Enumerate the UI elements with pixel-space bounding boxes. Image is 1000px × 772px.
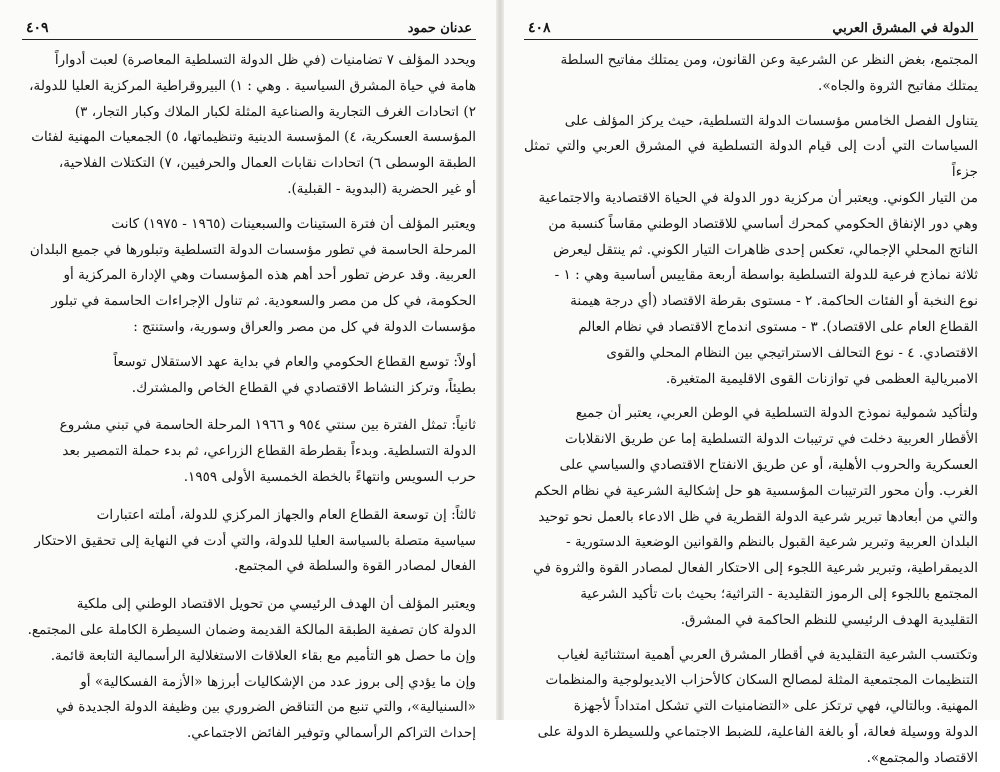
paragraph: ويحدد المؤلف ٧ تضامنيات (في ظل الدولة التسلطية المعاصرة) لعبت أدواراً هامة في حياة المشرق السياسية . وهي : ١) البيروقراطية المركزية العليا للدولة، ٢) اتحادات الغرف التجارية والصناعية المثلة لكبار الملاك وكبار التجار، ٣) المؤسسة العسكرية، ٤) المؤسسة الدينية وتنظيماتها، ٥) الجمعيات المهنية لفئات الطبقة الوسطى ٦) اتحادات نقابات العمال والحرفيين، ٧) التكتلات الفلاحية، أو غير الحضرية (البدوية - القبلية). (29, 52, 476, 197)
paragraph: ويعتبر المؤلف أن الهدف الرئيسي من تحويل الاقتصاد الوطني إلى ملكية الدولة كان تصفية الطبقة المالكة القديمة وضمان السيطرة الكاملة على المجتمع. وإن ما حصل هو التأميم مع بقاء العلاقات الاستغلالية الرأسمالية التابعة قائمة. وإن ما يؤدي إلى بروز عدد من الإشكاليات أبرزها «الأزمة الفسكالية» أو «السنيالية»، والتي تنبع من التناقض الضروري بين وظيفة الدولة الجديدة في إحداث التراكم الرأسمالي وتوفير الفائض الاجتماعي. (27, 596, 476, 742)
running-author: عدنان حمود (407, 21, 472, 36)
page-header (22, 14, 476, 40)
page-body (524, 48, 978, 772)
running-title: الدولة في المشرق العربي (832, 21, 974, 36)
page-number: ٤٠٩ (26, 20, 49, 36)
book-gutter (496, 0, 504, 720)
paragraph: يتناول الفصل الخامس مؤسسات الدولة التسلطية، حيث يركز المؤلف على السياسات التي أدت إلى قيام الدولة التسلطية في المشرق العربي والتي تمثل جزءاً من التيار الكوني. ويعتبر أن مركزية دور الدولة في الحياة الاقتصادية والاجتماعية وهي دور الإنفاق الحكومي كمحرك أساسي للاقتصاد الوطني مقاساً كنسبة من الناتج المحلي الإجمالي، تعكس إحدى ظاهرات التيار الكوني. ثم ينتقل ليعرض ثلاثة نماذج فرعية للدولة التسلطية بواسطة أربعة مقاييس أساسية وهي : ١ - نوع النخبة أو الفئات الحاكمة. ٢ - مستوى بقرطة الاقتصاد (أي درجة هيمنة القطاع العام على الاقتصاد). ٣ - مستوى اندماج الاقتصاد في نظام العالم الاقتصادي. ٤ - نوع التحالف الاستراتيجي بين النظام المحلي والقوى الامبريالية العظمى في توازنات القوى الاقليمية المتغيرة. (524, 112, 978, 387)
paragraph: ويعتبر المؤلف أن فترة الستينات والسبعينات (١٩٦٥ - ١٩٧٥) كانت المرحلة الحاسمة في تطور مؤسسات الدولة التسلطية وتبلورها في جميع البلدان العربية. وقد عرض تطور أحد أهم هذه المؤسسات وهي الإدارة المركزية أو الحكومة، في كل من مصر والسعودية. ثم تناول الإجراءات الحاسمة في تبلور مؤسسات الدولة في كل من مصر والعراق وسورية، واستنتج : (29, 215, 476, 335)
point-third: ثالثاً: إن توسعة القطاع العام والجهاز المركزي للدولة، أملته اعتبارات سياسية متصلة بالسياسة العليا للدولة، والتي أدت في النهاية إلى تحقيق الاحتكار الفعال لمصادر القوة والسلطة في المجتمع. (34, 506, 476, 575)
right-page (504, 0, 1000, 766)
paragraph: وتكتسب الشرعية التقليدية في أقطار المشرق العربي أهمية استثنائية لغياب التنظيمات المجتمعية المثلة لمصالح السكان كالأحزاب الايديولوجية والمنظمات المهنية. وبالتالي، فهي ترتكز على «التضامنيات التي تشكل امتداداً لأجهزة الدولة ووسيلة فعالة، أو بالغة الفاعلية، للضبط الاجتماعي وللسيطرة الدولة على الاقتصاد والمجتمع». (537, 646, 978, 766)
paragraph: ولتأكيد شمولية نموذج الدولة التسلطية في الوطن العربي، يعتبر أن جميع الأقطار العربية دخلت في ترتيبات الدولة التسلطية إما عن طريق الانقلابات العسكرية والحروب الأهلية، أو عن طريق الانفتاح الاقتصادي والسياسي على الغرب. وأن محور الترتيبات المؤسسية هو حل إشكالية الشرعية في نظام الحكم والتي من أبعادها تبرير شرعية الدولة القطرية في ظل الادعاء بالعمل نحو توحيد البلدان العربية وتبرير شرعية القبول بالنظم والقوانين الوضعية الدستورية - الديمقراطية، وتبرير شرعية اللجوء إلى الاحتكار الفعال لمصادر القوة والثروة في المجتمع باللجوء إلى الرموز التقليدية - التراثية؛ بحيث بات تأكيد الشرعية التقليدية الهدف الرئيسي للنظم الحاكمة في المشرق. (533, 405, 978, 628)
point-first: أولاً: توسع القطاع الحكومي والعام في بداية عهد الاستقلال توسعاً بطيئاً، وتركز النشاط الاقتصادي في القطاع الخاص والمشترك. (113, 353, 476, 396)
page-header (524, 14, 978, 40)
page-number: ٤٠٨ (528, 20, 551, 36)
paragraph: المجتمع، بغض النظر عن الشرعية وعن القانون، ومن يمتلك مفاتيح السلطة يمتلك مفاتيح الثروة والجاه». (560, 52, 978, 94)
page-body (22, 48, 476, 747)
left-page (0, 0, 496, 742)
point-second: ثانياً: تمثل الفترة بين سنتي ٩٥٤ و ١٩٦٦ المرحلة الحاسمة في تبني مشروع الدولة التسلطية. وبدءاً بقطرطة القطاع الزراعي، ثم بدء حملة التمصير بعد حرب السويس وانتهاءً بالخطة الخمسية الأولى ١٩٥٩. (59, 417, 476, 485)
